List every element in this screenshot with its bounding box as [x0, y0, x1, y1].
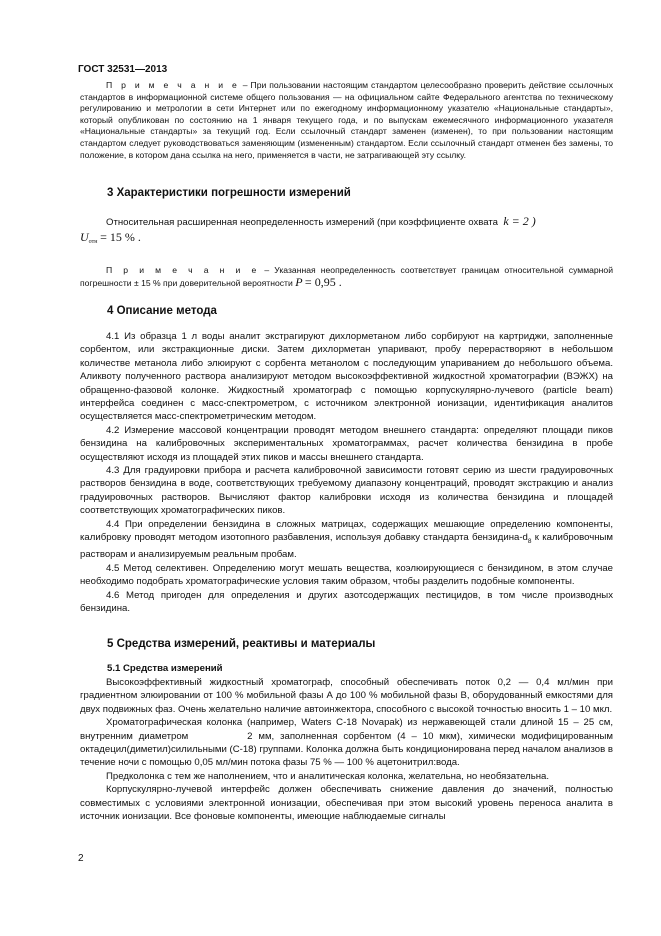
coverage-factor: k = 2 )	[503, 214, 536, 228]
section-4-body	[80, 330, 613, 615]
note-reference-standards	[80, 80, 613, 161]
paragraph-interface: Корпускулярно-лучевой интерфейс должен обеспечивать снижение давления до значений, полностью совместимых с условиями электронной ионизации, обеспечивая при этом высокий уровень переноса аналита в источник ионизации. Все фоновые компоненты, имеющие наблюдаемые сигналы	[80, 784, 613, 823]
section-3-body	[80, 215, 613, 250]
section-3-note	[80, 265, 613, 289]
paragraph-precolumn: Предколонка с тем же наполнением, что и аналитическая колонка, желательна, но необязательна.	[106, 770, 550, 782]
subsection-5-1-heading: 5.1 Средства измерений	[107, 663, 223, 674]
probability-value: = 0,95 .	[304, 274, 342, 289]
note-label: П р и м е ч а н и е	[106, 265, 260, 275]
section-3-heading: 3 Характеристики погрешности измерений	[107, 187, 351, 199]
paragraph-4-3: 4.3 Для градуировки прибора и расчета калибровочной зависимости готовят серию из шести градуировочных растворов бензидина в воде, соответствующих требуемому диапазону концентраций, проводят экстракцию и анализ градуировочных растворов. Вычисляют фактор калибровки исходя из количества бензидина и площадей соответствующих хроматографических пиков.	[80, 465, 613, 517]
paragraph-4-4: 4.4 При определении бензидина в сложных матрицах, содержащих мешающие определению компоненты, калибровку проводят методом изотопного разбавления, используя добавку стандарта бензидина-$d_8$ к калибровочным растворам и анализируемым реальным пробам.	[80, 518, 613, 561]
page-number: 2	[78, 853, 84, 864]
paragraph-4-6: 4.6 Метод пригоден для определения и других азотсодержащих пестицидов, в том числе производных бензидина.	[80, 589, 613, 615]
uncertainty-symbol: U	[80, 230, 89, 245]
uncertainty-value: = 15 % .	[100, 230, 141, 245]
paragraph-4-5: 4.5 Метод селективен. Определению могут мешать вещества, коэлюирующиеся с бензидином, в этом случае необходимо подобрать хроматографические условия таким образом, чтобы разделить подобные компоненты.	[80, 562, 613, 588]
note-text: – Указанная неопределенность соответствует границам относительной суммарной погрешности ± 15 % при доверительной вероятности	[80, 265, 613, 288]
section-5-heading: 5 Средства измерений, реактивы и материалы	[107, 638, 376, 650]
probability-symbol: P	[295, 274, 303, 289]
section-5-body	[80, 676, 616, 823]
paragraph-hplc: Высокоэффективный жидкостный хроматограф, способный обеспечивать поток 0,2 — 0,4 мл/мин при градиентном элюировании от 100 % мобильной фазы А до 100 % мобильной фазы В, оборудованный емкостями для двух подвижных фаз. Очень желательно наличие автоинжектора, способного с высокой точностью вносить 1 – 10 мкл.	[80, 677, 613, 715]
paragraph-column: Хроматографическая колонка (например, Waters C-18 Novapak) из нержавеющей стали длиной 15 – 25 см, внутренним диаметром 2 мм, заполненная сорбентом (4 – 10 мкм), химически модифицированным октадецил(диметил)силильными (С-18) группами. Колонка должна быть кондиционирована перед началом анализов в течение ночи с помощью 0,05 мл/мин потока фазы 75 % — 100 % ацетонитрил:вода.	[80, 717, 616, 769]
uncertainty-subscript: отн	[88, 239, 98, 246]
section-4-heading: 4 Описание метода	[107, 305, 217, 317]
paragraph-4-1: 4.1 Из образца 1 л воды аналит экстрагируют дихлорметаном либо сорбируют на картриджи, заполненные сорбентом, или экстракционные диски. Затем дихлорметан упаривают, пробу перерастворяют в небольшом количестве метанола либо элюируют с сорбента метанолом с последующим упариванием до небольшого объема. Аликвоту полученного раствора анализируют методом высокоэффективной жидкостной хроматографии (ВЭЖХ) на обращенно-фазовой колонке. Жидкостный хроматограф с помощью корпускулярно-лучевого (particle beam) интерфейса соединен с масс-спектрометром, с источником электронной ионизации, идентификация аналитов осуществляется масс-спектрометрическим методом.	[80, 331, 613, 423]
note-text: – При пользовании настоящим стандартом целесообразно проверить действие ссылочных стандартов в информационной системе общего пользования — на официальном сайте Федерального агентства по техническому регулированию и метрологии в сети Интернет или по ежегодному информационному указателю «Национальные стандарты», который опубликован по состоянию на 1 января текущего года, и по выпускам ежемесячного информационного указателя «Национальные стандарты» за текущий год. Если ссылочный стандарт заменен (изменен), то при пользовании настоящим стандартом следует руководствоваться заменяющим (измененным) стандартом. Если ссылочный стандарт отменен без замены, то положение, в котором дана ссылка на него, применяется в части, не затрагивающей эту ссылку.	[80, 80, 614, 160]
uncertainty-text: Относительная расширенная неопределенность измерений (при коэффициенте охвата	[106, 217, 498, 228]
paragraph-4-2: 4.2 Измерение массовой концентрации проводят методом внешнего стандарта: определяют площади пиков бензидина на калибровочных экспериментальных хроматограммах, расчет количества бензидина в пробе осуществляют исходя из площадей этих пиков и массы внешнего стандарта.	[80, 424, 613, 463]
standard-code-header: ГОСТ 32531—2013	[78, 64, 168, 75]
note-label: П р и м е ч а н и е	[106, 80, 240, 90]
